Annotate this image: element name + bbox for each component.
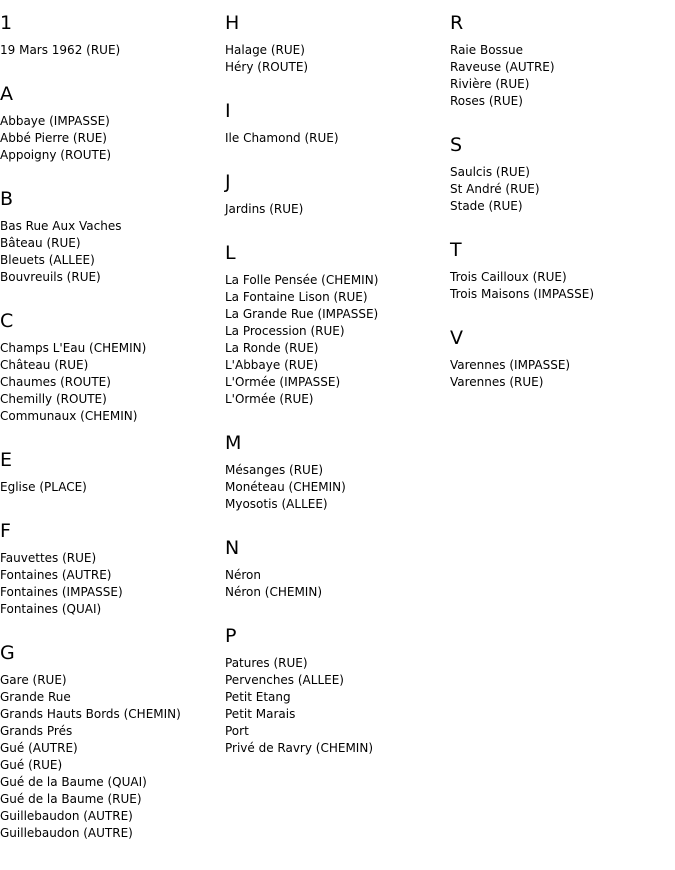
- street-link[interactable]: Pervenches (ALLEE): [225, 673, 344, 687]
- street-list: [225, 42, 450, 76]
- index-column: [450, 0, 675, 391]
- street-list: [225, 130, 450, 147]
- section-letter-heading: J: [225, 171, 231, 193]
- street-list: [450, 269, 675, 303]
- letter-section: [0, 83, 225, 164]
- street-list: [225, 655, 450, 757]
- section-letter-heading: C: [0, 310, 14, 332]
- street-link[interactable]: Héry (ROUTE): [225, 60, 309, 74]
- street-list: [0, 550, 225, 618]
- letter-section: [0, 642, 225, 842]
- street-link[interactable]: Grande Rue: [0, 690, 71, 704]
- street-list: [225, 462, 450, 513]
- letter-section: [0, 188, 225, 286]
- street-link[interactable]: Gué de la Baume (QUAI): [0, 775, 147, 789]
- street-link[interactable]: Néron: [225, 568, 261, 582]
- street-link[interactable]: Fauvettes (RUE): [0, 551, 97, 565]
- street-link[interactable]: Rivière (RUE): [450, 77, 530, 91]
- street-link[interactable]: Halage (RUE): [225, 43, 305, 57]
- street-list: [0, 218, 225, 286]
- street-link[interactable]: Gué (RUE): [0, 758, 63, 772]
- section-letter-heading: 1: [0, 12, 13, 34]
- street-link[interactable]: Gare (RUE): [0, 673, 67, 687]
- street-list: [0, 42, 225, 59]
- street-link[interactable]: Myosotis (ALLEE): [225, 497, 328, 511]
- letter-section: [225, 537, 450, 601]
- street-link[interactable]: La Grande Rue (IMPASSE): [225, 307, 379, 321]
- street-link[interactable]: St André (RUE): [450, 182, 540, 196]
- section-letter-heading: E: [0, 449, 13, 471]
- street-link[interactable]: Raveuse (AUTRE): [450, 60, 555, 74]
- letter-section: [450, 134, 675, 215]
- street-link[interactable]: L'Ormée (IMPASSE): [225, 375, 341, 389]
- street-link[interactable]: La Fontaine Lison (RUE): [225, 290, 368, 304]
- section-letter-heading: B: [0, 188, 14, 210]
- letter-section: [225, 12, 450, 76]
- street-link[interactable]: Grands Hauts Bords (CHEMIN): [0, 707, 181, 721]
- street-link[interactable]: L'Abbaye (RUE): [225, 358, 319, 372]
- street-link[interactable]: Champs L'Eau (CHEMIN): [0, 341, 147, 355]
- letter-section: [225, 171, 450, 218]
- section-letter-heading: H: [225, 12, 240, 34]
- street-link[interactable]: Jardins (RUE): [225, 202, 304, 216]
- street-link[interactable]: Port: [225, 724, 249, 738]
- letter-section: [225, 432, 450, 513]
- street-list: [0, 479, 225, 496]
- street-link[interactable]: Bleuets (ALLEE): [0, 253, 95, 267]
- street-link[interactable]: Abbé Pierre (RUE): [0, 131, 107, 145]
- section-letter-heading: T: [450, 239, 462, 261]
- street-list: [450, 42, 675, 110]
- street-link[interactable]: Patures (RUE): [225, 656, 308, 670]
- street-link[interactable]: Petit Marais: [225, 707, 296, 721]
- street-link[interactable]: La Folle Pensée (CHEMIN): [225, 273, 379, 287]
- street-link[interactable]: Ile Chamond (RUE): [225, 131, 339, 145]
- street-list: [450, 164, 675, 215]
- section-letter-heading: V: [450, 327, 463, 349]
- letter-section: [450, 239, 675, 303]
- section-letter-heading: P: [225, 625, 237, 647]
- street-link[interactable]: Trois Maisons (IMPASSE): [450, 287, 595, 301]
- street-link[interactable]: Fontaines (IMPASSE): [0, 585, 123, 599]
- index-column: [225, 0, 450, 757]
- street-link[interactable]: Château (RUE): [0, 358, 89, 372]
- street-link[interactable]: Eglise (PLACE): [0, 480, 87, 494]
- letter-section: [0, 520, 225, 618]
- street-list: [225, 201, 450, 218]
- street-link[interactable]: Roses (RUE): [450, 94, 523, 108]
- street-link[interactable]: Varennes (IMPASSE): [450, 358, 571, 372]
- street-link[interactable]: Bâteau (RUE): [0, 236, 81, 250]
- street-link[interactable]: Guillebaudon (AUTRE): [0, 826, 133, 840]
- section-letter-heading: R: [450, 12, 464, 34]
- street-link[interactable]: La Procession (RUE): [225, 324, 345, 338]
- street-link[interactable]: Néron (CHEMIN): [225, 585, 323, 599]
- section-letter-heading: L: [225, 242, 236, 264]
- section-letter-heading: G: [0, 642, 15, 664]
- section-letter-heading: N: [225, 537, 240, 559]
- street-link[interactable]: Monéteau (CHEMIN): [225, 480, 346, 494]
- street-link[interactable]: Privé de Ravry (CHEMIN): [225, 741, 374, 755]
- letter-section: [225, 242, 450, 408]
- street-list: [0, 340, 225, 425]
- street-link[interactable]: 19 Mars 1962 (RUE): [0, 43, 121, 57]
- letter-section: [450, 327, 675, 391]
- street-link[interactable]: Guillebaudon (AUTRE): [0, 809, 133, 823]
- street-link[interactable]: Mésanges (RUE): [225, 463, 324, 477]
- street-link[interactable]: Grands Prés: [0, 724, 73, 738]
- letter-section: [225, 625, 450, 757]
- section-letter-heading: F: [0, 520, 11, 542]
- street-link[interactable]: Trois Cailloux (RUE): [450, 270, 567, 284]
- street-link[interactable]: Stade (RUE): [450, 199, 523, 213]
- street-link[interactable]: Abbaye (IMPASSE): [0, 114, 110, 128]
- street-link[interactable]: Petit Etang: [225, 690, 291, 704]
- street-link[interactable]: Gué (AUTRE): [0, 741, 78, 755]
- street-list: [450, 357, 675, 391]
- street-link[interactable]: La Ronde (RUE): [225, 341, 319, 355]
- letter-section: [0, 12, 225, 59]
- street-link[interactable]: Chemilly (ROUTE): [0, 392, 107, 406]
- street-list: [0, 672, 225, 842]
- street-link[interactable]: Bas Rue Aux Vaches: [0, 219, 122, 233]
- street-list: [225, 567, 450, 601]
- street-link[interactable]: Appoigny (ROUTE): [0, 148, 112, 162]
- street-link[interactable]: Fontaines (AUTRE): [0, 568, 112, 582]
- street-link[interactable]: Bouvreuils (RUE): [0, 270, 101, 284]
- letter-section: [450, 12, 675, 110]
- street-list: [225, 272, 450, 408]
- index-column: [0, 0, 225, 842]
- street-link[interactable]: Gué de la Baume (RUE): [0, 792, 142, 806]
- street-link[interactable]: Saulcis (RUE): [450, 165, 530, 179]
- letter-section: [225, 100, 450, 147]
- street-link[interactable]: L'Ormée (RUE): [225, 392, 314, 406]
- street-link[interactable]: Varennes (RUE): [450, 375, 544, 389]
- street-link[interactable]: Communaux (CHEMIN): [0, 409, 138, 423]
- letter-section: [0, 449, 225, 496]
- section-letter-heading: I: [225, 100, 231, 122]
- section-letter-heading: M: [225, 432, 242, 454]
- street-link[interactable]: Raie Bossue: [450, 43, 524, 57]
- section-letter-heading: A: [0, 83, 13, 105]
- street-link[interactable]: Fontaines (QUAI): [0, 602, 102, 616]
- street-list: [0, 113, 225, 164]
- letter-section: [0, 310, 225, 425]
- section-letter-heading: S: [450, 134, 463, 156]
- street-link[interactable]: Chaumes (ROUTE): [0, 375, 111, 389]
